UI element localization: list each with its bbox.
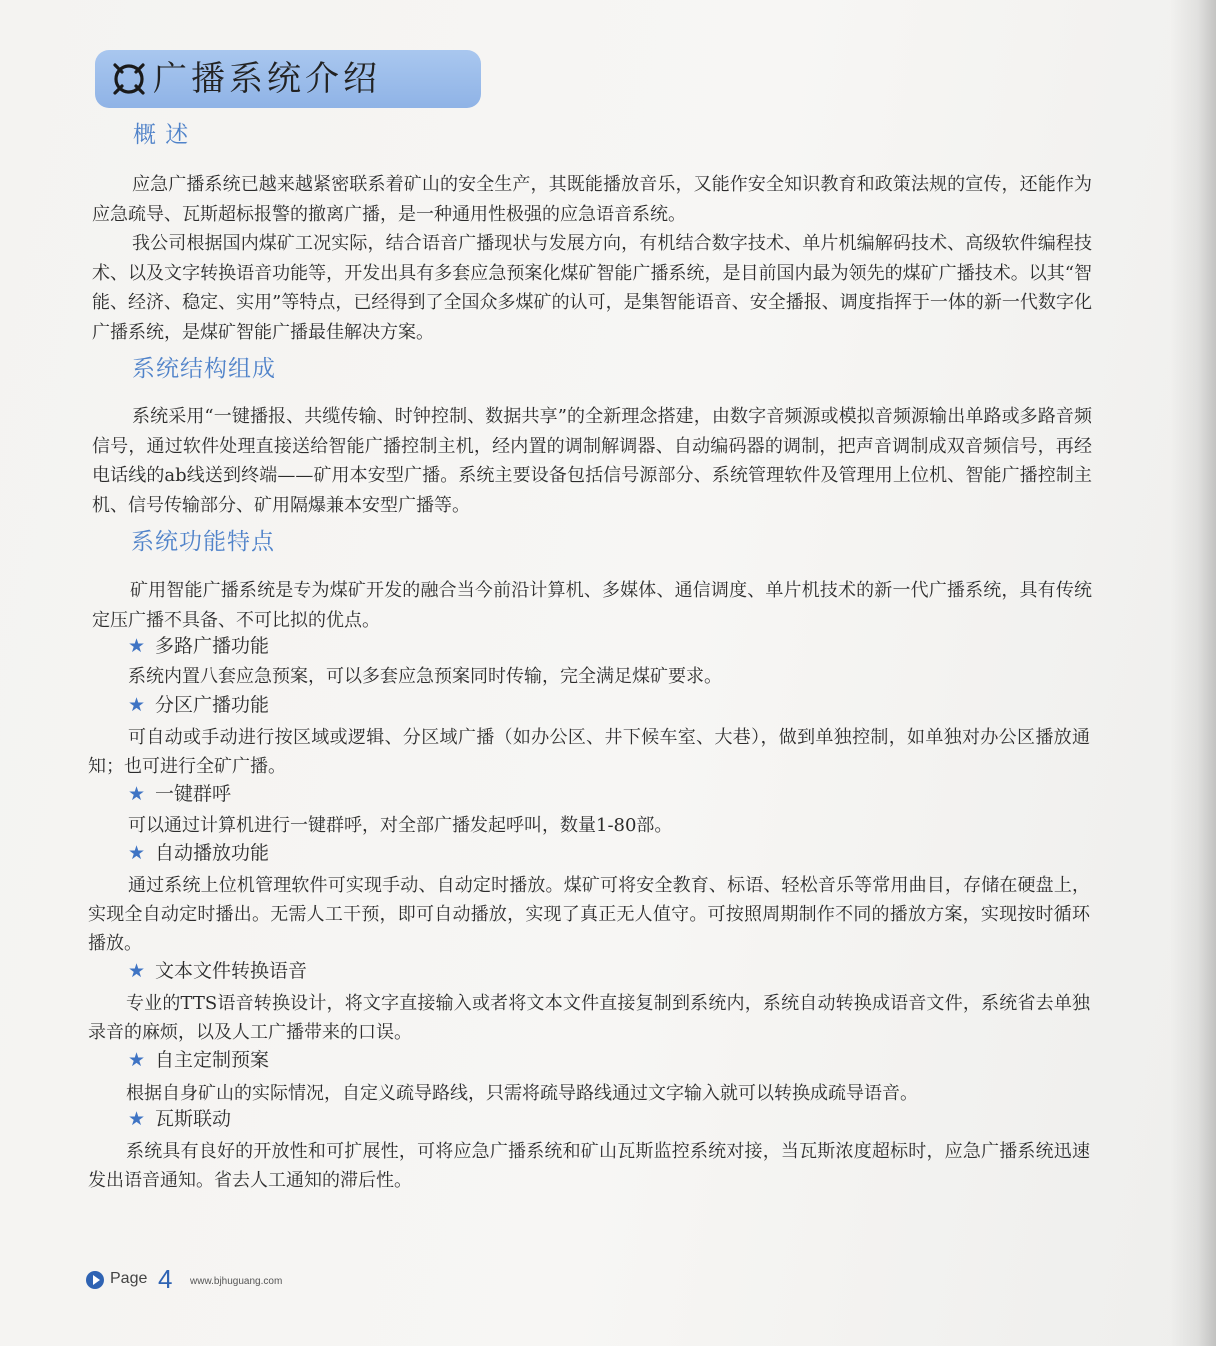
- feature-title-3: ★ 一键群呼: [128, 783, 232, 805]
- heading-overview: 概 述: [133, 122, 190, 148]
- header-bar: [95, 50, 481, 108]
- star-icon: ★: [128, 842, 146, 864]
- star-icon: ★: [128, 1049, 146, 1071]
- structure-paragraph: 系统采用“一键播报、共缆传输、时钟控制、数据共享”的全新理念搭建，由数字音频源或模拟音频源输出单路或多路音频信号，通过软件处理直接送给智能广播控制主机，经内置的调制解调器、自动编码器的调制，把声音调制成双音频信号，再经电话线的ab线送到终端——矿用本安型广播。系统主要设备包括信号源部分、系统管理软件及管理用上位机、智能广播控制主机、信号传输部分、矿用隔爆兼本安型广播等。: [92, 406, 1092, 516]
- heading-features: 系统功能特点: [131, 529, 275, 555]
- feature-desc-2: 可自动或手动进行按区域或逻辑、分区域广播（如办公区、井下候车室、大巷），做到单独控制，如单独对办公区播放通知；也可进行全矿广播。: [88, 727, 1090, 777]
- feature-desc-5: 专业的TTS语音转换设计，将文字直接输入或者将文本文件直接复制到系统内，系统自动转换成语音文件，系统省去单独录音的麻烦，以及人工广播带来的口误。: [88, 993, 1090, 1043]
- star-icon: ★: [128, 635, 146, 657]
- overview-paragraph-2: 我公司根据国内煤矿工况实际，结合语音广播现状与发展方向，有机结合数字技术、单片机编解码技术、高级软件编程技术、以及文字转换语音功能等，开发出具有多套应急预案化煤矿智能广播系统，是目前国内最为领先的煤矿广播技术。以其“智能、经济、稳定、实用”等特点，已经得到了全国众多煤矿的认可，是集智能语音、安全播报、调度指挥于一体的新一代数字化广播系统，是煤矿智能广播最佳解决方案。: [92, 233, 1092, 343]
- page-number: 4: [158, 1264, 173, 1294]
- star-icon: ★: [128, 1108, 146, 1130]
- website-url: www.bjhuguang.com: [190, 1276, 283, 1287]
- circle-x-icon: [109, 59, 149, 99]
- feature-desc-1: 系统内置八套应急预案，可以多套应急预案同时传输，完全满足煤矿要求。: [128, 666, 722, 687]
- star-icon: ★: [128, 783, 146, 805]
- feature-title-1: ★ 多路广播功能: [128, 635, 270, 657]
- page-edge-shadow: [1170, 0, 1216, 1346]
- star-icon: ★: [128, 694, 146, 716]
- feature-title-5: ★ 文本文件转换语音: [128, 960, 308, 982]
- feature-title-7: ★ 瓦斯联动: [128, 1108, 232, 1130]
- features-intro: 矿用智能广播系统是专为煤矿开发的融合当今前沿计算机、多媒体、通信调度、单片机技术的新一代广播系统，具有传统定压广播不具备、不可比拟的优点。: [92, 580, 1092, 631]
- feature-desc-7: 系统具有良好的开放性和可扩展性，可将应急广播系统和矿山瓦斯监控系统对接，当瓦斯浓度超标时，应急广播系统迅速发出语音通知。省去人工通知的滞后性。: [88, 1141, 1090, 1191]
- feature-desc-3: 可以通过计算机进行一键群呼，对全部广播发起呼叫，数量1-80部。: [128, 815, 673, 836]
- feature-desc-6: 根据自身矿山的实际情况，自定义疏导路线，只需将疏导路线通过文字输入就可以转换成疏导语音。: [126, 1083, 918, 1104]
- star-icon: ★: [128, 960, 146, 982]
- play-circle-icon: [86, 1271, 104, 1289]
- feature-desc-4: 通过系统上位机管理软件可实现手动、自动定时播放。煤矿可将安全教育、标语、轻松音乐等常用曲目，存储在硬盘上，实现全自动定时播出。无需人工干预，即可自动播放，实现了真正无人值守。可按照周期制作不同的播放方案，实现按时循环播放。: [88, 875, 1090, 954]
- overview-paragraph-1: 应急广播系统已越来越紧密联系着矿山的安全生产，其既能播放音乐，又能作安全知识教育和政策法规的宣传，还能作为应急疏导、瓦斯超标报警的撤离广播，是一种通用性极强的应急语音系统。: [92, 174, 1092, 225]
- feature-title-4: ★ 自动播放功能: [128, 842, 270, 864]
- page-label: Page: [110, 1270, 148, 1287]
- feature-title-6: ★ 自主定制预案: [128, 1049, 270, 1071]
- feature-title-2: ★ 分区广播功能: [128, 694, 270, 716]
- page-title: 广播系统介绍: [153, 59, 381, 99]
- heading-structure: 系统结构组成: [132, 356, 276, 382]
- page-footer: [86, 1264, 386, 1298]
